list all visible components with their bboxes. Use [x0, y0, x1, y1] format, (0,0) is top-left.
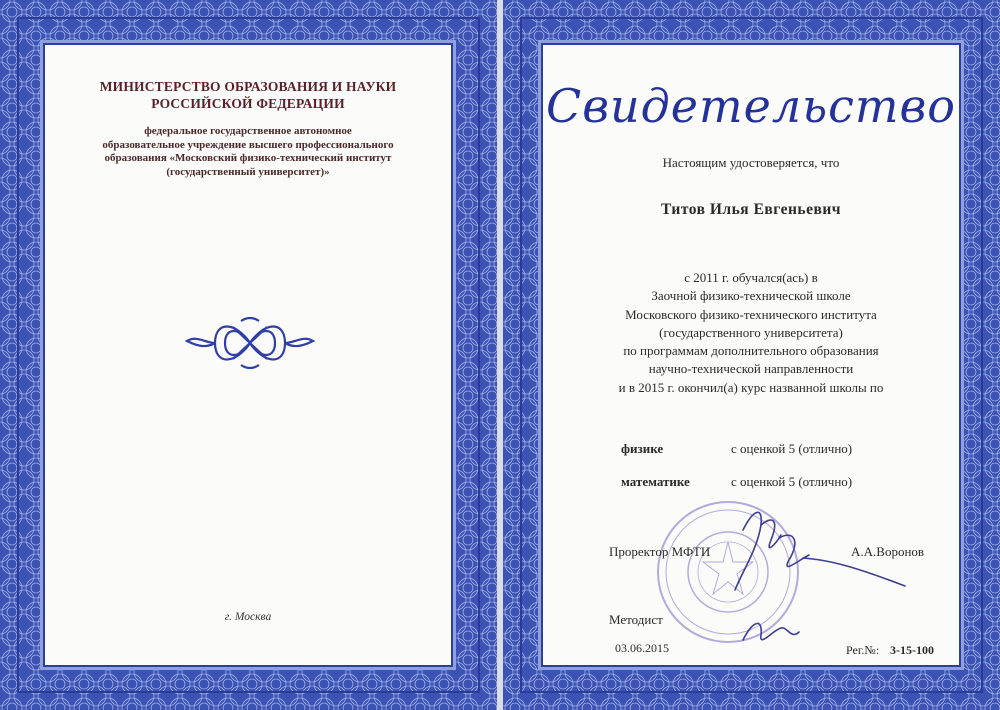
body-line: Московского физико-технического института: [625, 306, 877, 322]
grade-math: с оценкой 5 (отлично): [731, 474, 853, 489]
grade-physics: с оценкой 5 (отлично): [731, 441, 853, 456]
holder-name: Титов Илья Евгеньевич: [660, 201, 842, 218]
body-line: по программам дополнительного образования: [623, 343, 879, 359]
institution-line-4: (государственный университет)»: [166, 165, 330, 178]
signatory-name: А.А.Воронов: [851, 544, 925, 559]
certificate-body: [543, 269, 959, 397]
issue-date: 03.06.2015: [615, 641, 669, 655]
ministry-line-2: РОССИЙСКОЙ ФЕДЕРАЦИИ: [151, 96, 345, 111]
certificate-title: Свидетельство: [546, 79, 956, 133]
institution-name: [45, 125, 451, 179]
ministry-line-1: МИНИСТЕРСТВО ОБРАЗОВАНИЯ И НАУКИ: [99, 79, 397, 94]
ministry-heading: [45, 78, 451, 112]
subject-physics: физике: [621, 441, 664, 456]
city-label: г. Москва: [224, 611, 272, 623]
body-line: и в 2015 г. окончил(а) курс названной школы по: [618, 379, 884, 395]
reg-label: Рег.№:: [846, 643, 880, 657]
body-line: (государственного университета): [659, 324, 843, 340]
methodist-label: Методист: [609, 612, 663, 627]
institution-line-2: образовательное учреждение высшего профессионального: [102, 138, 394, 151]
right-page: [503, 0, 1000, 710]
knot-ornament-icon: [185, 317, 315, 369]
intro-text: Настоящим удостоверяется, что: [662, 155, 840, 170]
signatory-title: Проректор МФТИ: [609, 544, 711, 559]
right-page-panel: [543, 45, 959, 665]
subject-math: математике: [621, 474, 690, 489]
handwritten-signature-icon: [683, 500, 913, 660]
institution-line-3: образования «Московский физико-технический институт: [104, 152, 392, 164]
left-page-panel: [45, 45, 451, 665]
reg-number: 3-15-100: [890, 643, 934, 657]
institution-line-1: федеральное государственное автономное: [144, 125, 352, 137]
body-line: с 2011 г. обучался(ась) в: [684, 270, 818, 285]
body-line: Заочной физико-технической школе: [651, 288, 851, 304]
body-line: научно-технической направленности: [648, 361, 854, 377]
left-page: [0, 0, 497, 710]
